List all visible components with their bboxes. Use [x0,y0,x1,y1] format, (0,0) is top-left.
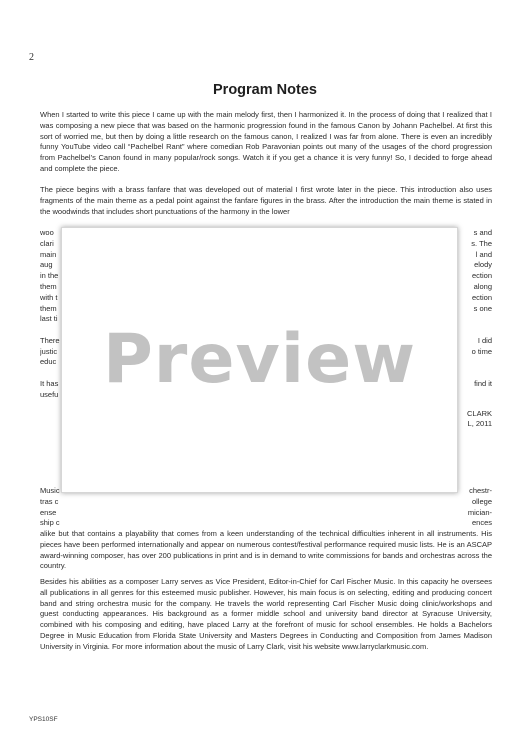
text-fragment: I did [477,336,492,345]
paragraph-text: When I started to write this piece I came up with the main melody first, then I harmonized it. In the process of doing that I realized that I was composing a new piece that was based on the harmonic progression found in the famous Canon by Johann Pachelbel. At first this sort of worried me, but then by doing a little research on the famous canon, I realized I was far from alone. There is even an incredibly funny YouTube video call “Pachelbel Rant” where comedian Rob Paravonian points out many of the usages of the chord progression from Pachelbel’s Canon found in many popular/rock songs. Watch it if you get a chance it is very funny! So, I decided to forge ahead and complete the piece. [40,110,492,173]
paragraph-fanfare [40,185,492,217]
text-fragment: elody [474,260,492,269]
text-fragment: find it [474,379,492,388]
paragraph-text: alike but that contains a playability that comes from a keen understanding of the technical difficulties inherent in all instruments. His pieces have been performed internationally and appear on numerous contest/festival performance required music lists. He is an ASCAP award-winning composer, has over 200 publications in print and is in demand to write commissions for bands and orchestras across the country. [40,529,492,571]
text-fragment: them [40,304,57,313]
text-fragment: ences [471,518,492,527]
text-fragment: them [40,282,57,291]
text-fragment: with t [40,293,58,302]
paragraph-editor [40,577,492,653]
preview-watermark: Preview [102,320,417,399]
text-fragment: L, 2011 [467,419,492,428]
text-fragment: tras c [40,497,59,506]
text-fragment: justic [40,347,58,356]
text-fragment: chestr- [469,486,492,495]
text-fragment: clari [40,239,54,248]
text-fragment: CLARK [466,409,492,418]
text-fragment: along [473,282,492,291]
text-fragment: in the [40,271,59,280]
text-fragment: Music [40,486,60,495]
text-fragment: s. The [471,239,492,248]
text-fragment: woo [40,228,54,237]
paragraph-intro [40,110,492,175]
text-fragment: main [40,250,57,259]
text-fragment: ense [40,508,57,517]
text-fragment: ship c [40,518,60,527]
page-number: 2 [29,52,34,63]
footer-code: YPS10SF [29,716,58,723]
paragraph-text: Besides his abilities as a composer Larry serves as Vice President, Editor-in-Chief for Carl Fischer Music. In this capacity he oversees all publications in all genres for this esteemed music publisher. However, his main focus is on selecting, editing and producing concert band and string orchestra music for the company. He travels the world representing Carl Fischer Music doing clinic/workshops and guest conducting appearances. His background as a former middle school and university band director at Syracuse University, combined with his composing and editing, have placed Larry at the forefront of music for school ensembles. He holds a Bachelors Degree in Music Education from Florida State University and Masters Degrees in Conducting and Composition from James Madison University in Virginia. For more information about the music of Larry Clark, visit his website www.larryclarkmusic.com. [40,577,492,651]
text-fragment: s one [473,304,492,313]
text-fragment: l and [475,250,492,259]
text-fragment: ection [471,293,492,302]
paragraph-bio [40,529,492,572]
text-fragment: It has [40,379,59,388]
page-title: Program Notes [213,82,317,98]
text-fragment: o time [471,347,492,356]
text-fragment: mician- [467,508,492,517]
text-fragment: educ [40,357,57,366]
text-fragment: There [40,336,60,345]
text-fragment: ection [471,271,492,280]
paragraph-text: The piece begins with a brass fanfare that was developed out of material I first wrote later in the piece. This introduction also uses fragments of the main theme as a pedal point against the fanfare figures in the brass. After the introduction the main theme is stated in the woodwinds that includes short punctuations of the harmony in the lower [40,185,492,216]
text-fragment: usefu [40,390,59,399]
text-fragment: ollege [471,497,492,506]
preview-overlay [61,227,458,493]
text-fragment: s and [473,228,492,237]
text-fragment: last ti [40,314,58,323]
text-fragment: aug [40,260,53,269]
